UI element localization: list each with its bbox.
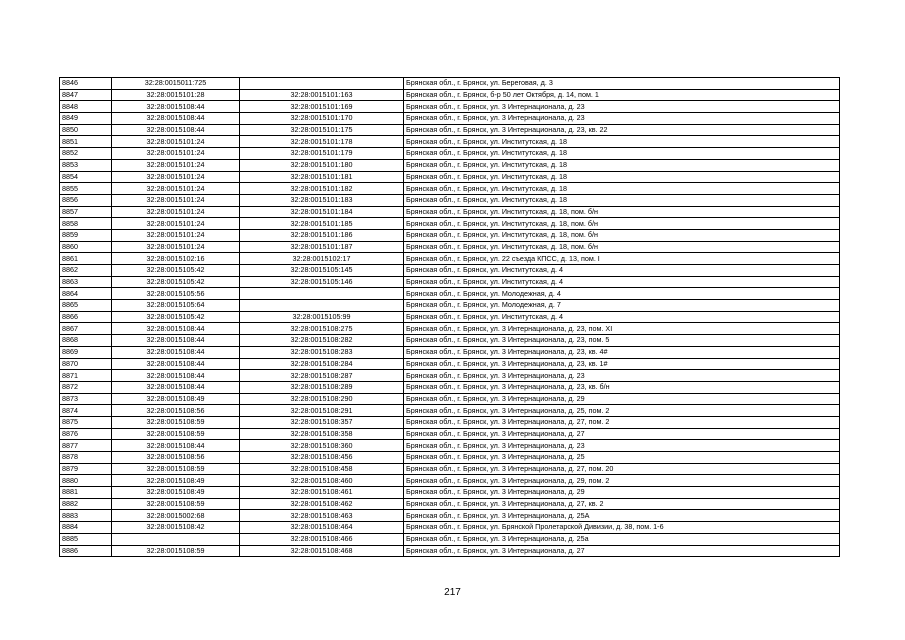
table-row xyxy=(60,393,840,405)
parcel-cadastral-cell: 32:28:0015105:42 xyxy=(112,311,240,323)
row-number-cell: 8857 xyxy=(60,206,112,218)
object-cadastral-cell: 32:28:0015108:290 xyxy=(240,393,404,405)
parcel-cadastral-cell: 32:28:0015108:59 xyxy=(112,428,240,440)
table-row xyxy=(60,241,840,253)
parcel-cadastral-cell: 32:28:0015105:56 xyxy=(112,288,240,300)
parcel-cadastral-cell: 32:28:0015108:42 xyxy=(112,522,240,534)
row-number-cell: 8880 xyxy=(60,475,112,487)
object-cadastral-cell: 32:28:0015108:282 xyxy=(240,335,404,347)
row-number-cell: 8883 xyxy=(60,510,112,522)
parcel-cadastral-cell: 32:28:0015102:16 xyxy=(112,253,240,265)
object-cadastral-cell: 32:28:0015101:182 xyxy=(240,183,404,195)
address-cell: Брянская обл., г. Брянск, ул. 3 Интернационала, д. 23, пом. 5 xyxy=(404,335,840,347)
object-cadastral-cell: 32:28:0015108:463 xyxy=(240,510,404,522)
registry-table xyxy=(59,77,840,557)
object-cadastral-cell: 32:28:0015108:284 xyxy=(240,358,404,370)
object-cadastral-cell: 32:28:0015105:99 xyxy=(240,311,404,323)
row-number-cell: 8856 xyxy=(60,194,112,206)
address-cell: Брянская обл., г. Брянск, ул. 3 Интернационала, д. 27 xyxy=(404,545,840,557)
address-cell: Брянская обл., г. Брянск, ул. 3 Интернационала, д. 23, пом. XI xyxy=(404,323,840,335)
address-cell: Брянская обл., г. Брянск, ул. Молодежная, д. 4 xyxy=(404,288,840,300)
address-cell: Брянская обл., г. Брянск, ул. 3 Интернационала, д. 23, кв. б/н xyxy=(404,381,840,393)
parcel-cadastral-cell: 32:28:0015108:44 xyxy=(112,113,240,125)
parcel-cadastral-cell: 32:28:0015101:24 xyxy=(112,218,240,230)
row-number-cell: 8866 xyxy=(60,311,112,323)
parcel-cadastral-cell: 32:28:0015101:24 xyxy=(112,206,240,218)
row-number-cell: 8851 xyxy=(60,136,112,148)
object-cadastral-cell: 32:28:0015101:186 xyxy=(240,229,404,241)
parcel-cadastral-cell: 32:28:0015108:59 xyxy=(112,416,240,428)
parcel-cadastral-cell: 32:28:0015108:59 xyxy=(112,498,240,510)
table-row xyxy=(60,335,840,347)
address-cell: Брянская обл., г. Брянск, ул. 3 Интернационала, д. 23, кв. 4# xyxy=(404,346,840,358)
table-row xyxy=(60,113,840,125)
row-number-cell: 8886 xyxy=(60,545,112,557)
address-cell: Брянская обл., г. Брянск, ул. Институтская, д. 18 xyxy=(404,159,840,171)
table-row xyxy=(60,183,840,195)
table-row xyxy=(60,218,840,230)
table-row xyxy=(60,428,840,440)
object-cadastral-cell: 32:28:0015101:183 xyxy=(240,194,404,206)
address-cell: Брянская обл., г. Брянск, ул. 22 съезда КПСС, д. 13, пом. I xyxy=(404,253,840,265)
row-number-cell: 8881 xyxy=(60,487,112,499)
object-cadastral-cell: 32:28:0015101:184 xyxy=(240,206,404,218)
parcel-cadastral-cell: 32:28:0015108:59 xyxy=(112,545,240,557)
table-row xyxy=(60,78,840,90)
object-cadastral-cell: 32:28:0015108:360 xyxy=(240,440,404,452)
address-cell: Брянская обл., г. Брянск, ул. 3 Интернационала, д. 23, кв. 1# xyxy=(404,358,840,370)
address-cell: Брянская обл., г. Брянск, ул. Институтская, д. 4 xyxy=(404,265,840,277)
table-row xyxy=(60,159,840,171)
row-number-cell: 8865 xyxy=(60,300,112,312)
object-cadastral-cell: 32:28:0015101:178 xyxy=(240,136,404,148)
table-row xyxy=(60,381,840,393)
row-number-cell: 8853 xyxy=(60,159,112,171)
row-number-cell: 8873 xyxy=(60,393,112,405)
object-cadastral-cell: 32:28:0015108:275 xyxy=(240,323,404,335)
table-row xyxy=(60,124,840,136)
parcel-cadastral-cell: 32:28:0015108:59 xyxy=(112,463,240,475)
table-row xyxy=(60,545,840,557)
table-row xyxy=(60,358,840,370)
parcel-cadastral-cell: 32:28:0015101:24 xyxy=(112,194,240,206)
address-cell: Брянская обл., г. Брянск, ул. 3 Интернационала, д. 23 xyxy=(404,113,840,125)
row-number-cell: 8876 xyxy=(60,428,112,440)
parcel-cadastral-cell: 32:28:0015108:56 xyxy=(112,405,240,417)
parcel-cadastral-cell: 32:28:0015108:44 xyxy=(112,358,240,370)
row-number-cell: 8861 xyxy=(60,253,112,265)
address-cell: Брянская обл., г. Брянск, ул. 3 Интернационала, д. 27, пом. 20 xyxy=(404,463,840,475)
parcel-cadastral-cell: 32:28:0015101:24 xyxy=(112,171,240,183)
address-cell: Брянская обл., г. Брянск, б-р 50 лет Октября, д. 14, пом. 1 xyxy=(404,89,840,101)
address-cell: Брянская обл., г. Брянск, ул. Институтская, д. 4 xyxy=(404,311,840,323)
row-number-cell: 8884 xyxy=(60,522,112,534)
object-cadastral-cell: 32:28:0015108:462 xyxy=(240,498,404,510)
parcel-cadastral-cell: 32:28:0015105:42 xyxy=(112,265,240,277)
object-cadastral-cell: 32:28:0015108:461 xyxy=(240,487,404,499)
address-cell: Брянская обл., г. Брянск, ул. Институтская, д. 18, пом. б/н xyxy=(404,206,840,218)
object-cadastral-cell: 32:28:0015108:287 xyxy=(240,370,404,382)
object-cadastral-cell xyxy=(240,78,404,90)
table-row xyxy=(60,229,840,241)
table-row xyxy=(60,370,840,382)
table-row xyxy=(60,440,840,452)
table-row xyxy=(60,487,840,499)
object-cadastral-cell: 32:28:0015108:468 xyxy=(240,545,404,557)
table-row xyxy=(60,194,840,206)
row-number-cell: 8868 xyxy=(60,335,112,347)
object-cadastral-cell: 32:28:0015101:180 xyxy=(240,159,404,171)
row-number-cell: 8846 xyxy=(60,78,112,90)
table-row xyxy=(60,276,840,288)
parcel-cadastral-cell: 32:28:0015105:42 xyxy=(112,276,240,288)
parcel-cadastral-cell: 32:28:0015108:44 xyxy=(112,335,240,347)
object-cadastral-cell: 32:28:0015108:283 xyxy=(240,346,404,358)
address-cell: Брянская обл., г. Брянск, ул. 3 Интернационала, д. 25А xyxy=(404,510,840,522)
object-cadastral-cell: 32:28:0015101:163 xyxy=(240,89,404,101)
row-number-cell: 8870 xyxy=(60,358,112,370)
object-cadastral-cell xyxy=(240,288,404,300)
object-cadastral-cell: 32:28:0015101:181 xyxy=(240,171,404,183)
row-number-cell: 8867 xyxy=(60,323,112,335)
object-cadastral-cell: 32:28:0015108:456 xyxy=(240,452,404,464)
parcel-cadastral-cell: 32:28:0015002:68 xyxy=(112,510,240,522)
table-row xyxy=(60,475,840,487)
address-cell: Брянская обл., г. Брянск, ул. Институтская, д. 18, пом. б/н xyxy=(404,218,840,230)
table-row xyxy=(60,288,840,300)
row-number-cell: 8849 xyxy=(60,113,112,125)
object-cadastral-cell: 32:28:0015108:458 xyxy=(240,463,404,475)
row-number-cell: 8847 xyxy=(60,89,112,101)
object-cadastral-cell: 32:28:0015101:175 xyxy=(240,124,404,136)
parcel-cadastral-cell: 32:28:0015108:44 xyxy=(112,323,240,335)
object-cadastral-cell: 32:28:0015102:17 xyxy=(240,253,404,265)
table-row xyxy=(60,533,840,545)
object-cadastral-cell: 32:28:0015101:179 xyxy=(240,148,404,160)
object-cadastral-cell: 32:28:0015101:185 xyxy=(240,218,404,230)
table-row xyxy=(60,498,840,510)
address-cell: Брянская обл., г. Брянск, ул. Брянской Пролетарской Дивизии, д. 38, пом. 1-6 xyxy=(404,522,840,534)
row-number-cell: 8848 xyxy=(60,101,112,113)
address-cell: Брянская обл., г. Брянск, ул. Институтская, д. 18 xyxy=(404,136,840,148)
table-row xyxy=(60,101,840,113)
object-cadastral-cell: 32:28:0015101:170 xyxy=(240,113,404,125)
parcel-cadastral-cell: 32:28:0015108:49 xyxy=(112,475,240,487)
table-row xyxy=(60,346,840,358)
parcel-cadastral-cell: 32:28:0015108:44 xyxy=(112,346,240,358)
parcel-cadastral-cell: 32:28:0015101:24 xyxy=(112,229,240,241)
parcel-cadastral-cell xyxy=(112,533,240,545)
row-number-cell: 8863 xyxy=(60,276,112,288)
address-cell: Брянская обл., г. Брянск, ул. Институтская, д. 18 xyxy=(404,183,840,195)
parcel-cadastral-cell: 32:28:0015108:44 xyxy=(112,381,240,393)
parcel-cadastral-cell: 32:28:0015108:44 xyxy=(112,370,240,382)
table-row xyxy=(60,206,840,218)
row-number-cell: 8854 xyxy=(60,171,112,183)
row-number-cell: 8879 xyxy=(60,463,112,475)
address-cell: Брянская обл., г. Брянск, ул. Институтская, д. 18 xyxy=(404,194,840,206)
row-number-cell: 8855 xyxy=(60,183,112,195)
table-row xyxy=(60,463,840,475)
address-cell: Брянская обл., г. Брянск, ул. Институтская, д. 18 xyxy=(404,148,840,160)
row-number-cell: 8875 xyxy=(60,416,112,428)
table-row xyxy=(60,171,840,183)
parcel-cadastral-cell: 32:28:0015101:24 xyxy=(112,136,240,148)
address-cell: Брянская обл., г. Брянск, ул. 3 Интернационала, д. 25, пом. 2 xyxy=(404,405,840,417)
row-number-cell: 8858 xyxy=(60,218,112,230)
table-row xyxy=(60,323,840,335)
table-row xyxy=(60,253,840,265)
address-cell: Брянская обл., г. Брянск, ул. 3 Интернационала, д. 25а xyxy=(404,533,840,545)
row-number-cell: 8869 xyxy=(60,346,112,358)
parcel-cadastral-cell: 32:28:0015105:64 xyxy=(112,300,240,312)
table-row xyxy=(60,136,840,148)
object-cadastral-cell: 32:28:0015108:358 xyxy=(240,428,404,440)
table-row xyxy=(60,522,840,534)
object-cadastral-cell: 32:28:0015108:291 xyxy=(240,405,404,417)
registry-table-body xyxy=(60,78,840,557)
parcel-cadastral-cell: 32:28:0015101:24 xyxy=(112,159,240,171)
address-cell: Брянская обл., г. Брянск, ул. Молодежная, д. 7 xyxy=(404,300,840,312)
parcel-cadastral-cell: 32:28:0015101:24 xyxy=(112,183,240,195)
row-number-cell: 8859 xyxy=(60,229,112,241)
address-cell: Брянская обл., г. Брянск, ул. 3 Интернационала, д. 23 xyxy=(404,370,840,382)
object-cadastral-cell: 32:28:0015105:145 xyxy=(240,265,404,277)
address-cell: Брянская обл., г. Брянск, ул. Институтская, д. 18, пом. б/н xyxy=(404,229,840,241)
address-cell: Брянская обл., г. Брянск, ул. 3 Интернационала, д. 23 xyxy=(404,440,840,452)
object-cadastral-cell: 32:28:0015101:187 xyxy=(240,241,404,253)
parcel-cadastral-cell: 32:28:0015101:28 xyxy=(112,89,240,101)
parcel-cadastral-cell: 32:28:0015108:49 xyxy=(112,393,240,405)
object-cadastral-cell: 32:28:0015108:357 xyxy=(240,416,404,428)
parcel-cadastral-cell: 32:28:0015108:44 xyxy=(112,440,240,452)
row-number-cell: 8864 xyxy=(60,288,112,300)
object-cadastral-cell: 32:28:0015108:464 xyxy=(240,522,404,534)
row-number-cell: 8882 xyxy=(60,498,112,510)
row-number-cell: 8871 xyxy=(60,370,112,382)
parcel-cadastral-cell: 32:28:0015108:44 xyxy=(112,101,240,113)
address-cell: Брянская обл., г. Брянск, ул. 3 Интернационала, д. 27 xyxy=(404,428,840,440)
address-cell: Брянская обл., г. Брянск, ул. Институтская, д. 18 xyxy=(404,171,840,183)
address-cell: Брянская обл., г. Брянск, ул. 3 Интернационала, д. 27, пом. 2 xyxy=(404,416,840,428)
object-cadastral-cell: 32:28:0015108:289 xyxy=(240,381,404,393)
parcel-cadastral-cell: 32:28:0015101:24 xyxy=(112,241,240,253)
row-number-cell: 8874 xyxy=(60,405,112,417)
address-cell: Брянская обл., г. Брянск, ул. 3 Интернационала, д. 25 xyxy=(404,452,840,464)
parcel-cadastral-cell: 32:28:0015101:24 xyxy=(112,148,240,160)
table-row xyxy=(60,265,840,277)
address-cell: Брянская обл., г. Брянск, ул. 3 Интернационала, д. 29 xyxy=(404,393,840,405)
parcel-cadastral-cell: 32:28:0015108:44 xyxy=(112,124,240,136)
table-row xyxy=(60,300,840,312)
table-row xyxy=(60,510,840,522)
address-cell: Брянская обл., г. Брянск, ул. 3 Интернационала, д. 29, пом. 2 xyxy=(404,475,840,487)
row-number-cell: 8860 xyxy=(60,241,112,253)
table-row xyxy=(60,89,840,101)
page-number: 217 xyxy=(444,587,461,598)
address-cell: Брянская обл., г. Брянск, ул. Институтская, д. 4 xyxy=(404,276,840,288)
object-cadastral-cell: 32:28:0015108:460 xyxy=(240,475,404,487)
row-number-cell: 8872 xyxy=(60,381,112,393)
parcel-cadastral-cell: 32:28:0015011:725 xyxy=(112,78,240,90)
table-row xyxy=(60,311,840,323)
table-row xyxy=(60,405,840,417)
row-number-cell: 8877 xyxy=(60,440,112,452)
table-row xyxy=(60,148,840,160)
address-cell: Брянская обл., г. Брянск, ул. 3 Интернационала, д. 29 xyxy=(404,487,840,499)
address-cell: Брянская обл., г. Брянск, ул. 3 Интернационала, д. 23, кв. 22 xyxy=(404,124,840,136)
object-cadastral-cell: 32:28:0015108:466 xyxy=(240,533,404,545)
row-number-cell: 8850 xyxy=(60,124,112,136)
object-cadastral-cell xyxy=(240,300,404,312)
table-row xyxy=(60,452,840,464)
address-cell: Брянская обл., г. Брянск, ул. Институтская, д. 18, пом. б/н xyxy=(404,241,840,253)
table-row xyxy=(60,416,840,428)
address-cell: Брянская обл., г. Брянск, ул. 3 Интернационала, д. 27, кв. 2 xyxy=(404,498,840,510)
parcel-cadastral-cell: 32:28:0015108:56 xyxy=(112,452,240,464)
row-number-cell: 8852 xyxy=(60,148,112,160)
row-number-cell: 8878 xyxy=(60,452,112,464)
address-cell: Брянская обл., г. Брянск, ул. 3 Интернационала, д. 23 xyxy=(404,101,840,113)
object-cadastral-cell: 32:28:0015105:146 xyxy=(240,276,404,288)
object-cadastral-cell: 32:28:0015101:169 xyxy=(240,101,404,113)
parcel-cadastral-cell: 32:28:0015108:49 xyxy=(112,487,240,499)
row-number-cell: 8885 xyxy=(60,533,112,545)
row-number-cell: 8862 xyxy=(60,265,112,277)
address-cell: Брянская обл., г. Брянск, ул. Береговая, д. 3 xyxy=(404,78,840,90)
